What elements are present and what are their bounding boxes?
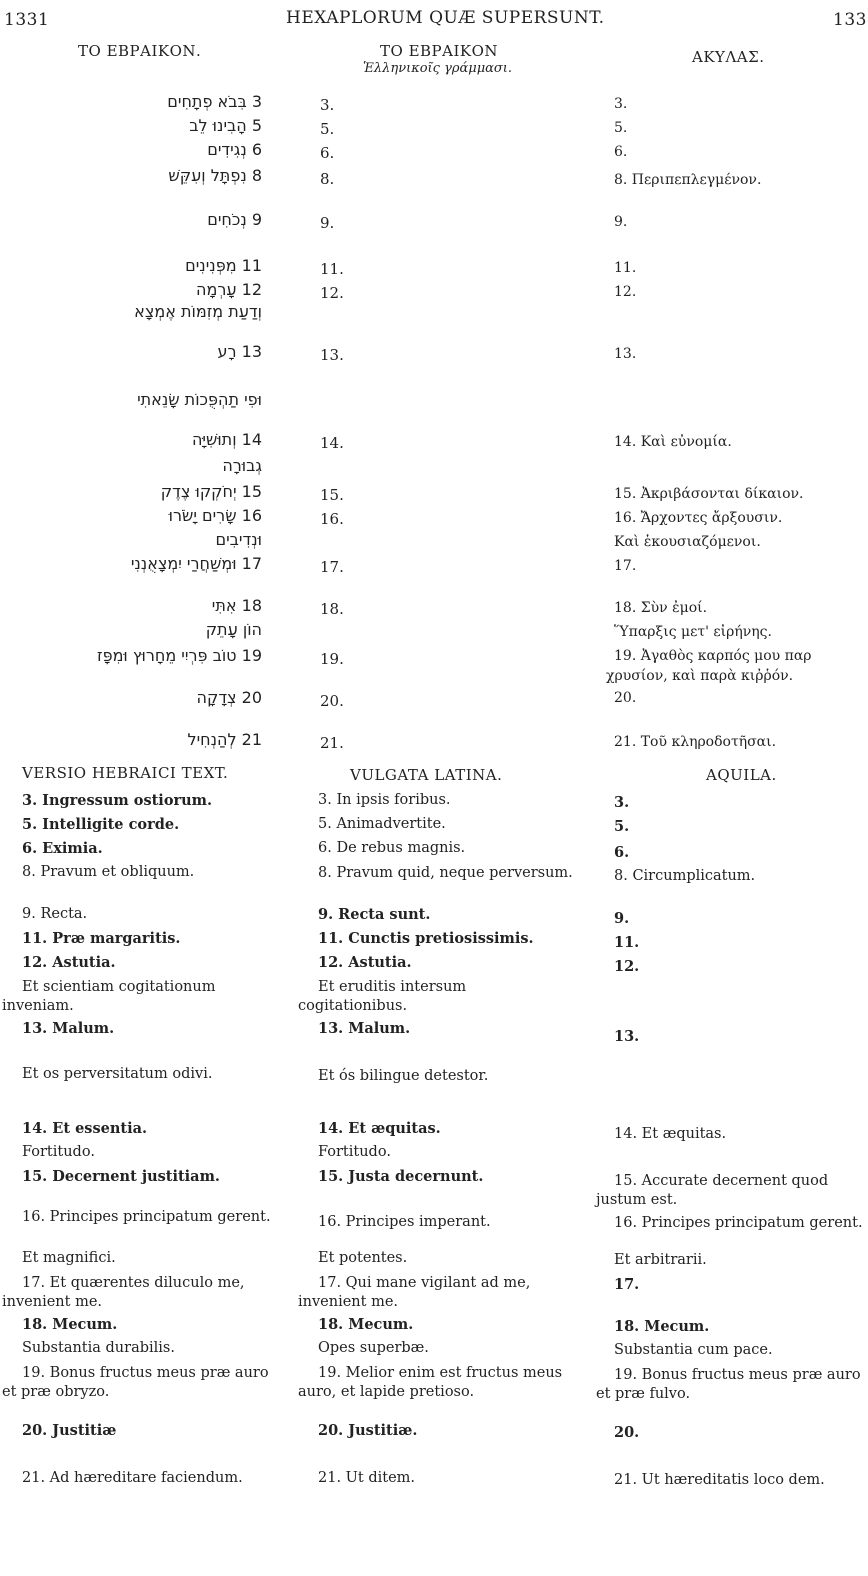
verse-number: 8. xyxy=(320,170,335,188)
aquila-lat-line: 15. Accurate decernent quod justum est. xyxy=(596,1173,829,1208)
upper-col2-subtitle: Ἑλληνικοῖς γράμμασι. xyxy=(363,61,513,76)
versio-line: 13. Malum. xyxy=(22,1020,115,1037)
verse-number: 5. xyxy=(320,120,335,138)
hebrew-line: 17 וּמְשַׁחֲרַי יִמְצָאֻנְנִי xyxy=(130,554,262,573)
aquila-line: 3. xyxy=(614,96,628,112)
vulgata-line: 21. Ut ditem. xyxy=(318,1470,416,1486)
versio-line: 17. Et quærentes diluculo me, invenient me. xyxy=(2,1275,245,1310)
aquila-line: 11. xyxy=(614,260,637,276)
verse-number: 16. xyxy=(320,510,344,528)
versio-line: 8. Pravum et obliquum. xyxy=(22,864,195,880)
versio-line: 9. Recta. xyxy=(22,906,88,922)
hebrew-line: 11 מִפְּנִינִים xyxy=(185,256,262,275)
versio-line: 14. Et essentia. xyxy=(22,1120,148,1137)
verse-number: 21. xyxy=(320,734,344,752)
verse-number: 15. xyxy=(320,486,344,504)
aquila-line: 6. xyxy=(614,144,628,160)
vulgata-line: 20. Justitiæ. xyxy=(318,1422,418,1439)
versio-line: Fortitudo. xyxy=(22,1144,95,1160)
verse-number: 17. xyxy=(320,558,344,576)
hebrew-line: 18 אִתִּי xyxy=(211,596,262,615)
aquila-lat-line: 13. xyxy=(614,1028,640,1045)
vulgata-line: 6. De rebus magnis. xyxy=(318,840,466,856)
versio-line: Substantia durabilis. xyxy=(22,1340,175,1356)
versio-line: Et magnifici. xyxy=(22,1250,116,1266)
verse-number: 6. xyxy=(320,144,335,162)
vulgata-line: 18. Mecum. xyxy=(318,1316,414,1333)
hebrew-line: 9 נְכֹחִים xyxy=(207,210,262,229)
aquila-line: 14. Καὶ εὐνομία. xyxy=(614,434,732,450)
verse-number: 3. xyxy=(320,96,335,114)
aquila-line: Ὕπαρξις μετ' εἰρήνης. xyxy=(614,624,772,640)
aquila-lat-line: 17. xyxy=(614,1276,640,1293)
vulgata-line: Fortitudo. xyxy=(318,1144,391,1160)
aquila-line: 12. xyxy=(614,284,637,300)
hebrew-line: וּפִי תַהְפֻּכוֹת שָׂנֵאתִי xyxy=(137,390,262,409)
versio-line: Et os perversitatum odivi. xyxy=(22,1066,213,1082)
verse-number: 12. xyxy=(320,284,344,302)
versio-line: 15. Decernent justitiam. xyxy=(22,1168,220,1185)
vulgata-line: 11. Cunctis pretiosissimis. xyxy=(318,930,534,947)
versio-line: 3. Ingressum ostiorum. xyxy=(22,792,213,809)
hebrew-line: 16 שָׂרִים יָשֹׂרוּ xyxy=(168,506,262,525)
aquila-lat-line: 20. xyxy=(614,1424,640,1441)
aquila-lat-line: Et arbitrarii. xyxy=(614,1252,707,1268)
versio-line: 21. Ad hæreditare faciendum. xyxy=(22,1470,243,1486)
hebrew-line: וְדַעַת מְזִמּוֹת אֶמְצָא xyxy=(134,302,262,321)
hebrew-line: 13 רָע xyxy=(217,342,262,361)
versio-line: 11. Præ margaritis. xyxy=(22,930,181,947)
versio-line: 6. Eximia. xyxy=(22,840,103,857)
vulgata-line: 17. Qui mane vigilant ad me, invenient me. xyxy=(298,1275,531,1310)
aquila-lat-line: 19. Bonus fructus meus præ auro et præ fulvo. xyxy=(596,1367,861,1402)
aquila-lat-line: 11. xyxy=(614,934,640,951)
hebrew-line: 8 נִפְתָּל וְעִקֵּשׁ xyxy=(168,166,262,185)
hebrew-line: 6 נְגִידִים xyxy=(207,140,262,159)
aquila-lat-line: 9. xyxy=(614,910,630,927)
vulgata-line: Opes superbæ. xyxy=(318,1340,429,1356)
verse-number: 9. xyxy=(320,214,335,232)
upper-col3-title: ΑΚΥΛΑΣ. xyxy=(692,48,765,66)
vulgata-line: 14. Et æquitas. xyxy=(318,1120,441,1137)
hebrew-line: 14 וְתוּשִׁיָּה xyxy=(191,430,262,449)
versio-line: Et scientiam cogitationum inveniam. xyxy=(2,979,216,1014)
vulgata-line: 5. Animadvertite. xyxy=(318,816,446,832)
aquila-lat-line: 6. xyxy=(614,844,630,861)
vulgata-line: Et ós bilingue detestor. xyxy=(318,1068,489,1084)
vulgata-line: 9. Recta sunt. xyxy=(318,906,431,923)
aquila-lat-line: 14. Et æquitas. xyxy=(614,1126,727,1142)
aquila-line: 18. Σὺν ἐμοί. xyxy=(614,600,708,616)
versio-line: 19. Bonus fructus meus præ auro et præ obryzo. xyxy=(2,1365,269,1400)
versio-line: 16. Principes principatum gerent. xyxy=(22,1209,271,1225)
aquila-line: 15. Ἀκριβάσονται δίκαιον. xyxy=(614,486,804,502)
vulgata-line: Et potentes. xyxy=(318,1250,408,1266)
aquila-lat-line: 21. Ut hæreditatis loco dem. xyxy=(614,1472,825,1488)
hebrew-line: 20 צְדָקָה xyxy=(196,688,262,707)
vulgata-line: 8. Pravum quid, neque perversum. xyxy=(318,865,573,881)
aquila-line: 16. Ἄρχοντες ἄρξουσιν. xyxy=(614,510,783,526)
hebrew-line: 15 יְחֹקְקוּ צֶדֶק xyxy=(160,482,262,501)
aquila-line: 13. xyxy=(614,346,637,362)
vulgata-line: 3. In ipsis foribus. xyxy=(318,792,451,808)
hebrew-line: 12 עָרְמָה xyxy=(196,280,262,299)
hebrew-line: 21 לְהַנְחִיל xyxy=(187,730,262,749)
lower-col3-title: AQUILA. xyxy=(706,766,777,784)
hebrew-line: 5 הָבִינוּ לֵב xyxy=(189,116,262,135)
verse-number: 14. xyxy=(320,434,344,452)
verse-number: 19. xyxy=(320,650,344,668)
hebrew-line: וּנְדִיבִים xyxy=(215,530,262,549)
versio-line: 20. Justitiæ xyxy=(22,1422,117,1439)
upper-col1-title: ΤΟ ΕΒΡΑΙΚΟΝ. xyxy=(78,42,202,60)
aquila-line: 21. Τοῦ κληροδοτῆσαι. xyxy=(614,734,777,750)
versio-line: 12. Astutia. xyxy=(22,954,116,971)
aquila-lat-line: 8. Circumplicatum. xyxy=(614,868,756,884)
aquila-lat-line: 12. xyxy=(614,958,640,975)
running-title: HEXAPLORUM QUÆ SUPERSUNT. xyxy=(286,8,605,28)
aquila-line: 9. xyxy=(614,214,628,230)
aquila-lat-line: 18. Mecum. xyxy=(614,1318,710,1335)
vulgata-line: 16. Principes imperant. xyxy=(318,1214,491,1230)
lower-col2-title: VULGATA LATINA. xyxy=(350,766,503,784)
hebrew-line: 19 טוֹב פִּרְיִי מֵחָרוּץ וּמִפָּז xyxy=(97,646,262,665)
hebrew-line: הוֹן עָתֵק xyxy=(205,620,262,639)
page-number-right: 133 xyxy=(833,10,867,30)
verse-number: 13. xyxy=(320,346,344,364)
verse-number: 18. xyxy=(320,600,344,618)
vulgata-line: 19. Melior enim est fructus meus auro, et lapide pretioso. xyxy=(298,1365,563,1400)
aquila-line: 19. Ἀγαθὸς καρπός μου παρ xyxy=(614,648,812,664)
aquila-line: 5. xyxy=(614,120,628,136)
versio-line: 18. Mecum. xyxy=(22,1316,118,1333)
verse-number: 20. xyxy=(320,692,344,710)
vulgata-line: 13. Malum. xyxy=(318,1020,411,1037)
hebrew-line: 3 בִּבֹא פְתָחִים xyxy=(167,92,262,111)
verse-number: 11. xyxy=(320,260,344,278)
vulgata-line: 12. Astutia. xyxy=(318,954,412,971)
aquila-line: χρυσίον, καὶ παρὰ κιῤῥόν. xyxy=(606,668,794,684)
vulgata-line: Et eruditis intersum cogitationibus. xyxy=(298,979,467,1014)
aquila-lat-line: 16. Principes principatum gerent. xyxy=(614,1215,863,1231)
lower-col1-title: VERSIO HEBRAICI TEXT. xyxy=(22,764,229,782)
aquila-lat-line: Substantia cum pace. xyxy=(614,1342,773,1358)
vulgata-line: 15. Justa decernunt. xyxy=(318,1168,484,1185)
aquila-line: 8. Περιπεπλεγμένον. xyxy=(614,172,762,188)
hebrew-line: גְבוּרָה xyxy=(222,456,262,475)
aquila-line: 20. xyxy=(614,690,637,706)
page-number-left: 1331 xyxy=(4,10,50,30)
aquila-lat-line: 3. xyxy=(614,794,630,811)
aquila-line: 17. xyxy=(614,558,637,574)
aquila-line: Καὶ ἑκουσιαζόμενοι. xyxy=(614,534,761,550)
upper-col2-title: ΤΟ ΕΒΡΑΙΚΟΝ xyxy=(380,42,499,60)
versio-line: 5. Intelligite corde. xyxy=(22,816,180,833)
aquila-lat-line: 5. xyxy=(614,818,630,835)
